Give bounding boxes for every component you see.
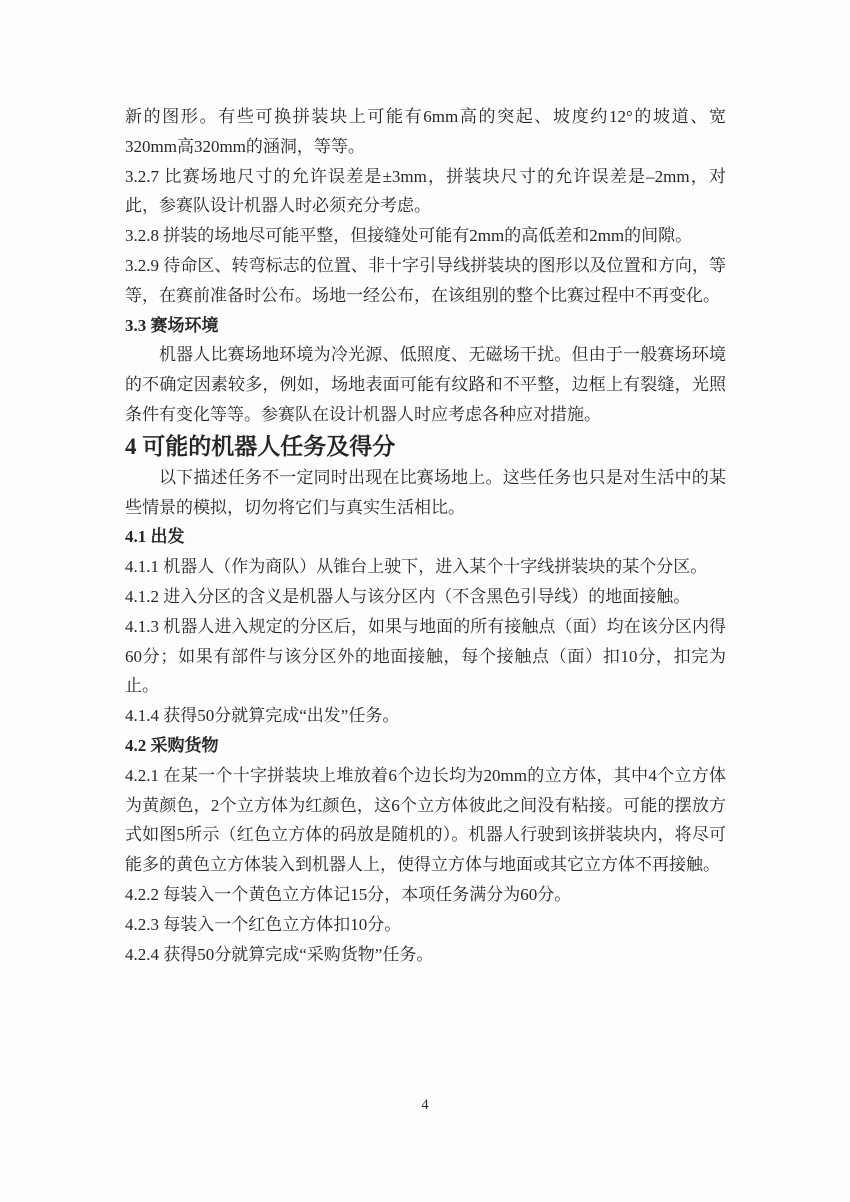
- page-number: 4: [421, 1097, 429, 1113]
- item-4-1-2: 4.1.2 进入分区的含义是机器人与该分区内（不含黑色引导线）的地面接触。: [125, 586, 691, 606]
- page-content: [125, 102, 726, 969]
- para-continuation-tiles: 新的图形。有些可换拼装块上可能有6mm高的突起、坡度约12°的坡道、宽320mm高320mm的涵洞，等等。: [125, 107, 726, 156]
- item-4-2-1: 4.2.1 在某一个十字拼装块上堆放着6个边长均为20mm的立方体，其中4个立方体为黄颜色，2个立方体为红颜色，这6个立方体彼此之间没有粘接。可能的摆放方式如图5所示（红色立方体的码放是随机的）。机器人行驶到该拼装块内，将尽可能多的黄色立方体装入到机器人上，使得立方体与地面或其它立方体不再接触。: [125, 765, 726, 875]
- item-4-1-3: 4.1.3 机器人进入规定的分区后，如果与地面的所有接触点（面）均在该分区内得60分；如果有部件与该分区外的地面接触，每个接触点（面）扣10分，扣完为止。: [125, 616, 726, 696]
- item-3-2-8: 3.2.8 拼装的场地尽可能平整，但接缝处可能有2mm的高低差和2mm的间隙。: [125, 226, 693, 246]
- item-3-2-7: 3.2.7 比赛场地尺寸的允许误差是±3mm，拼装块尺寸的允许误差是–2mm，对此，参赛队设计机器人时必须充分考虑。: [125, 166, 726, 216]
- item-4-2-4: 4.2.4 获得50分就算完成“采购货物”任务。: [125, 944, 434, 964]
- item-4-1-1: 4.1.1 机器人（作为商队）从锥台上驶下，进入某个十字线拼装块的某个分区。: [125, 557, 708, 577]
- para-tasks-intro: 以下描述任务不一定同时出现在比赛场地上。这些任务也只是对生活中的某些情景的模拟，切勿将它们与真实生活相比。: [125, 467, 726, 517]
- item-4-2-3: 4.2.3 每装入一个红色立方体扣10分。: [125, 914, 402, 934]
- para-arena-environment: 机器人比赛场地环境为冷光源、低照度、无磁场干扰。但由于一般赛场环境的不确定因素较多，例如，场地表面可能有纹路和不平整，边框上有裂缝，光照条件有变化等等。参赛队在设计机器人时应考虑各种应对措施。: [125, 345, 726, 424]
- item-4-1-4: 4.1.4 获得50分就算完成“出发”任务。: [125, 706, 400, 726]
- heading-4-2-purchase-goods: 4.2 采购货物: [125, 735, 219, 755]
- heading-3-3-arena-environment: 3.3 赛场环境: [125, 315, 219, 335]
- item-3-2-9: 3.2.9 待命区、转弯标志的位置、非十字引导线拼装块的图形以及位置和方向，等等，在赛前准备时公布。场地一经公布，在该组别的整个比赛过程中不再变化。: [125, 255, 726, 305]
- heading-4-1-start: 4.1 出发: [125, 527, 185, 547]
- heading-4-robot-tasks-and-scoring: 4 可能的机器人任务及得分: [125, 433, 396, 459]
- item-4-2-2: 4.2.2 每装入一个黄色立方体记15分，本项任务满分为60分。: [125, 884, 572, 904]
